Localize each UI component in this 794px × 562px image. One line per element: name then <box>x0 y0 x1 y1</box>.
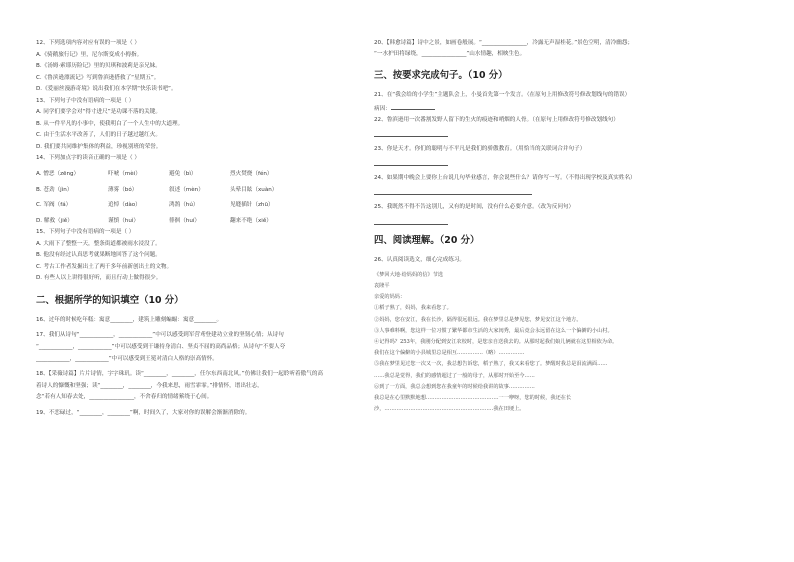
q14-c-1: C. 军阀（fá） <box>36 202 72 209</box>
question-13-option-d: D. 我们要共同维护集体的利益，珍视别班的荣誉。 <box>36 143 162 150</box>
section-2-heading: 二、根据所学的知识填空（10 分） <box>36 294 184 306</box>
q14-d-2: 谨慎（huì） <box>108 217 140 224</box>
question-18-line-1: 18、【采薇诗篇】片片诗情，字字珠玑。读“________，________，任尔东西南北风。”仿佛让我们一起聆听着傲气的高 <box>36 371 324 378</box>
answer-line-24[interactable] <box>374 184 532 195</box>
question-21: 21、在“我会给的小学生”主题队会上，小曼首先第一个发言。（在原句上用修改符号修改划线句的错误） <box>374 92 631 99</box>
answer-line-25[interactable] <box>374 214 448 225</box>
question-14-option-d <box>36 216 368 228</box>
q14-c-3: 鸿鹄（hú） <box>169 202 199 209</box>
passage-paragraph: 我们在这个偏僻的小县城里总是相互……………（略）…………… <box>374 350 525 357</box>
question-15-option-a: A. 大雨下了整整一天，整条街道都被雨水浸没了。 <box>36 240 161 247</box>
q14-a-3: 避免（bì） <box>169 171 197 178</box>
question-14-option-b <box>36 185 368 197</box>
question-17-line-3: ____________，____________”中可以感受到王冕对清白人格的崇高情怀。 <box>36 355 218 362</box>
passage-paragraph: 沙，………………………………………………………我在田埂上。 <box>374 406 525 413</box>
question-24: 24、如果期中晚会上要你上台说几句毕业感言，你会说些什么？请你写一写。（不得出现学校及真实姓名） <box>374 175 636 182</box>
passage-paragraph: ……我总是觉得，我们的感情超过了一般的母子，从那时开始至今…… <box>374 372 535 379</box>
question-15-stem: 15、下列句子中没有语病的一项是（ ） <box>36 229 135 236</box>
q14-a-1: A. 憎恶（zēng） <box>36 171 80 178</box>
question-12-stem: 12、下列选项内容对应有误的一项是（ ） <box>36 40 140 46</box>
passage-title: 《梦回大地·给妈妈的信》节选 <box>374 271 444 278</box>
passage-paragraph: ⑤我在梦里见过您一次又一次，我总想告诉您，稻子熟了，我又来看您了。梦醒时我总是泪流满面…… <box>374 361 608 368</box>
question-22: 22、鲁滨逊用一次番割发野人留下的生火的痕迹和哨烟的人骨。（在原句上用修改符号修改划线句） <box>374 116 619 123</box>
question-15-option-d: D. 有些人以上讲得很好听，而且行动上做得很少。 <box>36 275 162 282</box>
question-15-option-b: B. 他没有经过认真思考就果断地回答了这个问题。 <box>36 252 161 259</box>
question-12-option-b: B.《汤姆·索耶历险记》里的贝琪和波莉是亲兄妹。 <box>36 63 161 70</box>
question-17-line-2: “____________，____________”中可以感受到干谦持身清白、坚贞不屈的高尚品格；从诗句“不要人夸 <box>36 344 286 351</box>
question-14-stem: 14、下列加点字的读音正确的一项是（ ） <box>36 155 140 162</box>
question-12-option-d: D.《爱丽丝漫游奇境》说出我们在本学期“快乐读书吧”。 <box>36 86 177 93</box>
answer-blank-21[interactable] <box>391 102 435 110</box>
question-12-option-a: A.《骑鹅旅行记》里，尼尔斯变成小拇指。 <box>36 51 143 58</box>
question-26: 26、认真阅读选文，细心完成练习。 <box>374 256 466 263</box>
question-14-option-a <box>36 169 368 181</box>
section-3-heading: 三、按要求完成句子。（10 分） <box>374 70 508 82</box>
question-25: 25、我既然不得不告这别儿，又有的是时间，没有什么必要介意。（改为反问句） <box>374 204 575 211</box>
q14-a-2: 吓唬（mèi） <box>108 171 141 178</box>
answer-line-22[interactable] <box>374 126 448 137</box>
q14-c-2: 追悼（dào） <box>108 202 141 209</box>
question-21-cause-label: 病因： <box>374 105 391 112</box>
question-17-line-1: 17、我们从诗句“____________，____________”中可以感受到军营鸢登建功立业的坚韧心情；从诗句 <box>36 332 284 339</box>
section-4-heading: 四、阅读理解。（20 分） <box>374 234 480 246</box>
left-column <box>36 38 368 419</box>
right-column <box>374 38 766 415</box>
question-13-option-c: C. 由于生活水平改善了，人们的日子越过越红火。 <box>36 132 161 139</box>
question-14-option-c <box>36 200 368 212</box>
answer-line-23[interactable] <box>374 155 448 166</box>
q14-b-1: B. 苍劲（jìn） <box>36 186 73 193</box>
question-13-option-b: B. 从一件平凡的小事中，使我明白了一个人生中的大道理。 <box>36 120 184 127</box>
passage-salutation: 亲爱的妈妈： <box>374 294 406 301</box>
q14-a-4: 烈火焚烧（fén） <box>230 171 273 178</box>
question-20-line-2: “一水护田将绿绕，________________”山水情趣，相映生色。 <box>374 51 526 58</box>
q14-d-4: 翻来不绝（xiě） <box>230 217 272 224</box>
passage-author: 袁隆平 <box>374 283 390 290</box>
question-16: 16、过年的时候吃年糕：寓意________，建筑上雕刻蝙蝠：寓意________。 <box>36 316 223 323</box>
question-20-line-1: 20、【韩愈诗篇】诗中之景，如画卷般展。“________________，冷露无声湿桂花。”景色空明，清冷幽怨； <box>374 40 634 46</box>
passage-paragraph: ②妈妈，您在安江，我在长沙，隔得很远很远。我在梦里总是梦见您，梦见安江这个地方。 <box>374 316 582 323</box>
q14-b-3: 叙述（mèn） <box>169 186 204 193</box>
question-19: 19、不恋碌过，“________，________”啊，时间久了，大家对你的误解会渐渐消除的。 <box>36 409 251 416</box>
question-18-line-3: 念“若有人知春去处，________________，不舍春归的情绪萦绕于心间。 <box>36 394 213 401</box>
q14-c-4: 见缝插针（zhū） <box>230 202 274 209</box>
question-15-option-c: C. 考古工作者发掘出土了两千多年前新创出土的文物。 <box>36 263 173 270</box>
q14-d-1: D. 解救（jiě） <box>36 217 73 224</box>
question-18-line-2: 着诗人的慷慨和坚强；读“________，________，今我来思，雨雪霏霏。”排情怀，谱出壮志， <box>36 382 263 389</box>
passage-paragraph: ①稻子熟了，妈妈，我来看您了。 <box>374 305 452 312</box>
q14-d-3: 徘徊（huí） <box>169 217 201 224</box>
question-13-stem: 13、下列句子中没有语病的一项是（ ） <box>36 97 135 104</box>
question-12-option-c: C.《鲁滨逊漂流记》写到鲁滨逊搭救了“星期五”。 <box>36 74 160 81</box>
q14-b-2: 薄雾（bó） <box>108 186 138 193</box>
question-23: 23、你是天才。你们的聪明与不平凡是我们的骄傲教育。（用恰当的关联词合并句子） <box>374 146 586 153</box>
passage-paragraph: ④记得吗？253年，我刚分配到安江农校时，是您亲自送我去的。从那时起我们娘儿俩就在这里相依为命。 <box>374 339 618 346</box>
passage-paragraph: ③人事难料啊，您这样一位习惯了繁华都市生活的大家闺秀，最后竟会永远留在这么一个偏僻的小山村。 <box>374 327 613 334</box>
question-13-option-a: A. 同学们要学会对“得寸进尺”是功课不落的关键。 <box>36 109 161 116</box>
q14-b-4: 头晕目眩（xuàn） <box>230 186 278 193</box>
passage-paragraph: ⑥到了一方面，我总会想到您在我童年的时候给我讲的故事…………… <box>374 383 535 390</box>
question-21-cause <box>374 102 766 115</box>
passage-paragraph: 我总是在心里默默地想……………………………………一一咿呀，您的时候，我还在长 <box>374 395 572 402</box>
